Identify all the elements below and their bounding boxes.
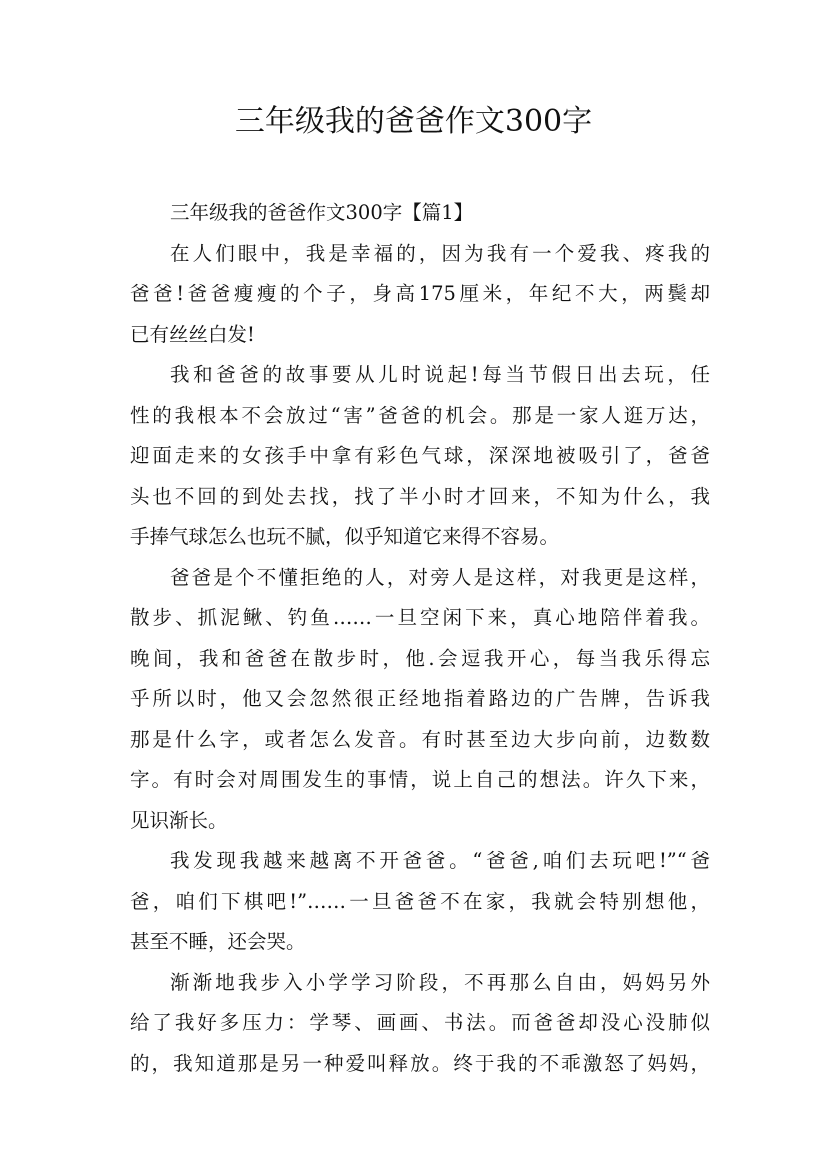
document-body — [130, 193, 710, 1084]
text-line: 的，我知道那是另一种爱叫释放。终于我的不乖激怒了妈妈， — [130, 1051, 710, 1075]
text-line: 性的我根本不会放过“害”爸爸的机会。那是一家人逛万达， — [130, 403, 710, 427]
text-line: 乎所以时，他又会忽然很正经地指着路边的广告牌，告诉我 — [130, 687, 710, 710]
text-line: 我发现我越来越离不开爸爸。“爸爸,咱们去玩吧!”“爸 — [170, 849, 710, 872]
text-line: 见识渐长。 — [130, 808, 228, 832]
text-line: 在人们眼中，我是幸福的，因为我有一个爱我、疼我的 — [170, 241, 710, 265]
text-line: 给了我好多压力：学琴、画画、书法。而爸爸却没心没肺似 — [130, 1011, 710, 1034]
text-line: 散步、抓泥鳅、钓鱼……一旦空闲下来，真心地陪伴着我。 — [130, 606, 710, 629]
text-line: 爸，咱们下棋吧!”……一旦爸爸不在家，我就会特别想他， — [130, 889, 710, 913]
text-line: 头也不回的到处去找，找了半小时才回来，不知为什么，我 — [130, 484, 710, 508]
text-line: 迎面走来的女孩手中拿有彩色气球，深深地被吸引了，爸爸 — [130, 444, 710, 467]
text-line: 那是什么字，或者怎么发音。有时甚至边大步向前，边数数 — [130, 727, 710, 751]
text-line: 我和爸爸的故事要从儿时说起!每当节假日出去玩，任 — [170, 363, 710, 386]
text-line: 爸爸!爸爸瘦瘦的个子，身高175厘米，年纪不大，两鬓却 — [130, 282, 710, 305]
text-line: 已有丝丝白发! — [130, 322, 255, 346]
document-title: 三年级我的爸爸作文300字 — [234, 104, 593, 139]
text-line: 甚至不睡，还会哭。 — [130, 930, 306, 953]
text-line: 晚间，我和爸爸在散步时，他.会逗我开心，每当我乐得忘 — [130, 646, 710, 670]
text-line: 字。有时会对周围发生的事情，说上自己的想法。许久下来， — [130, 768, 710, 791]
section-heading: 三年级我的爸爸作文300字【篇1】 — [170, 201, 474, 224]
text-line: 手捧气球怎么也玩不腻，似乎知道它来得不容易。 — [130, 525, 560, 548]
text-line: 渐渐地我步入小学学习阶段，不再那么自由，妈妈另外 — [170, 970, 710, 994]
text-line: 爸爸是个不懂拒绝的人，对旁人是这样，对我更是这样， — [170, 565, 710, 589]
